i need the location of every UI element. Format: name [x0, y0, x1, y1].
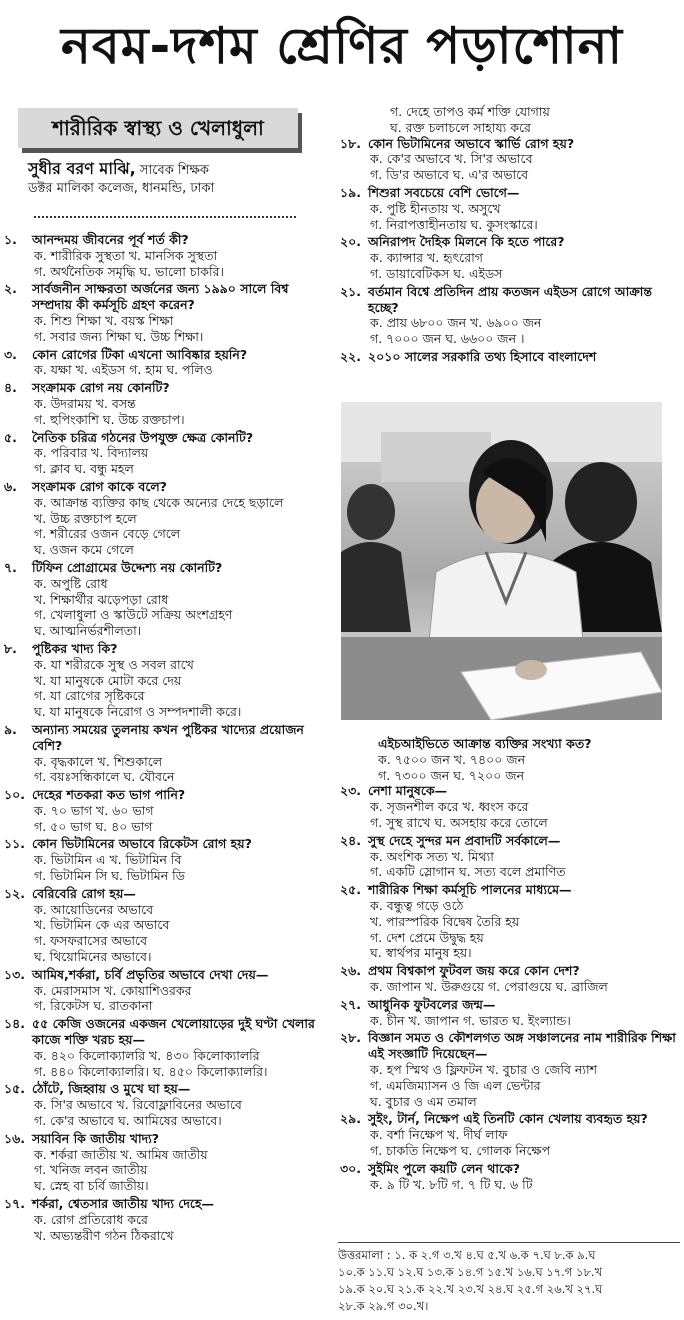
question-text: বিজ্ঞান সমত ও কৌশলগত অঙ্গ সঞ্চালনের নাম শারীরিক শিক্ষা এই সংজ্ঞাটি দিয়েছেন—: [368, 1030, 676, 1062]
question-item: [2, 722, 327, 785]
option: গ. এমজিম্যাসন ও জি এল ভেন্টার: [370, 1077, 541, 1093]
answer-line: ২৮.ক ২৯.গ ৩০.খ।: [338, 1299, 429, 1313]
question-number: ১২.: [4, 885, 25, 901]
option: খ. ভিটামিন কে এর অভাবে: [34, 917, 170, 933]
option: গ. ৪৪০ কিলোক্যালরি। ঘ. ৪৫০ কিলোক্যালরি।: [34, 1063, 268, 1079]
option: গ. দেশ প্রেমে উদ্বুদ্ধ হয়: [370, 929, 484, 945]
question-item: [338, 783, 678, 830]
question-item: [338, 882, 678, 961]
question-item: [2, 560, 327, 639]
option: গ. ফসফরাসের অভাবে: [34, 933, 148, 949]
option: ক. সি'র অভাবে খ. রিবোফ্লাবিনের অভাবে: [34, 1097, 242, 1113]
option: ক. সৃজনশীল করে খ. ধ্বংস করে: [370, 799, 529, 815]
question-number: ২৫.: [340, 882, 361, 898]
option: ক. ৪২০ কিলোক্যালরি খ. ৪৩০ কিলোক্যালরি: [34, 1047, 260, 1063]
option: ক. অংশিক সত্য খ. মিথ্যা: [370, 848, 494, 864]
option: গ. অর্থনৈতিক সমৃদ্ধি ঘ. ভালো চাকরি।: [34, 263, 224, 279]
option: ক. চীন খ. জাপান গ. ভারত ঘ. ইংল্যান্ড।: [370, 1012, 571, 1028]
option: ঘ. স্বার্থপর মানুষ হয়।: [370, 945, 472, 961]
question-item: [2, 1081, 327, 1128]
right-column-top: [338, 104, 678, 367]
option: ক. উদরাময় খ. বসন্ত: [34, 395, 136, 411]
page-title: নবম-দশম শ্রেণির পড়াশোনা: [61, 17, 623, 75]
question-text: শিশুরা সবচেয়ে বেশি ভোগে—: [368, 184, 520, 200]
question-number: ২৬.: [340, 963, 362, 979]
question-text: অনিরাপদ দৈহিক মিলনে কি হতে পারে?: [368, 234, 565, 250]
question-number: ৪.: [4, 380, 17, 396]
option: ক. শারীরিক সুস্থতা খ. মানসিক সুস্থতা: [34, 247, 218, 263]
question-item: [2, 1016, 327, 1079]
option: ক. ৭৫০০ জন খ. ৭৪০০ জন: [378, 751, 526, 767]
option: খ. অভ্যন্তরীণ গঠন ঠিকরাখে: [34, 1227, 174, 1243]
option: ঘ. স্নেহ বা চর্বি জাতীয়।: [34, 1178, 149, 1194]
question-number: ২৭.: [340, 996, 362, 1012]
question-text: শর্করা, শ্বেতসার জাতীয় খাদ্য দেহে—: [32, 1196, 215, 1212]
option: গ. যা রোগের সৃষ্টিকরে: [34, 688, 145, 704]
question-text: কোন ভিটামিনের অভাবে স্কার্ভি রোগ হয়?: [368, 135, 575, 151]
question-number: ১৮.: [340, 135, 361, 151]
question-item: [2, 836, 327, 883]
option: গ. ৫০ ভাগ ঘ. ৪০ ভাগ: [34, 818, 153, 834]
question-list: [338, 783, 678, 1192]
option: ক. পুষ্টি হীনতায় খ. অসুখে: [370, 200, 501, 216]
question-item: [338, 185, 678, 232]
section-title: শারীরিক স্বাস্থ্য ও খেলাধুলা: [52, 116, 264, 140]
author-institution: ডক্টর মালিকা কলেজ, ধানমন্ডি, ঢাকা: [28, 181, 215, 196]
option: গ. সবার জন্য শিক্ষা ঘ. উচ্চ শিক্ষা।: [34, 328, 204, 344]
question-number: ২৩.: [340, 783, 362, 799]
option: ক. শিশু শিক্ষা খ. বয়স্ক শিক্ষা: [34, 312, 174, 328]
question-list: [338, 136, 678, 365]
question-number: ১৩.: [4, 966, 25, 982]
answer-key: [338, 1242, 680, 1315]
option: গ. ৭০০০ জন ঘ. ৬৬০০ জন ।: [370, 331, 525, 347]
question-text: দেহের শতকরা কত ভাগ পানি?: [32, 787, 186, 803]
question-text: বর্তমান বিশ্বে প্রতিদিন প্রায় কতজন এইডস রোগে আক্রান্ত হচ্ছে?: [368, 283, 653, 315]
question-text: টিফিন প্রোগ্রামের উদ্দেশ্য নয় কোনটি?: [32, 559, 223, 575]
option: গ. ডায়াবেটিকস ঘ. এইডস: [370, 265, 503, 281]
option: ক. অপুষ্টি রোধ: [34, 575, 108, 591]
question-number: ২৪.: [340, 832, 361, 848]
option: গ. ৭৩০০ জন ঘ. ৭২০০ জন: [378, 767, 525, 783]
option: ক. বন্ধুত্ব গড়ে ওঠে: [370, 897, 464, 913]
answer-line: ১০.ক ১১.ঘ ১২.ঘ ১৩.ক ১৪.গ ১৫.খ ১৬.ঘ ১৭.গ ১৮.খ: [338, 1265, 603, 1279]
question-item: [338, 136, 678, 183]
question-text: সংক্রামক রোগ কাকে বলে?: [32, 478, 167, 494]
option: গ. বয়ঃসন্ধিকালে ঘ. যৌবনে: [34, 769, 175, 785]
option: খ. পারস্পরিক বিদ্বেষ তৈরি হয়: [370, 913, 520, 929]
question-number: ১৭.: [4, 1196, 25, 1212]
option: ক. ৯ টি খ. ৮টি গ. ৭ টি ঘ. ৬ টি: [370, 1176, 533, 1192]
question-number: ২২.: [340, 348, 362, 364]
question-item: [2, 281, 327, 344]
question-item: [338, 284, 678, 347]
option: গ. ভিটামিন সি ঘ. ভিটামিন ডি: [34, 868, 185, 884]
question-17-continuation: [338, 104, 678, 136]
option: খ. শিক্ষার্থীর ঝড়েপড়া রোধ: [34, 591, 169, 607]
question-number: ১৪.: [4, 1016, 25, 1032]
answer-line: উত্তরমালা : ১. ক ২.গ ৩.খ ৪.ঘ ৫.খ ৬.ক ৭.ঘ ৮.ক ৯.ঘ: [338, 1248, 596, 1262]
question-text: নৈতিক চরিত্র গঠনের উপযুক্ত ক্ষেত্র কোনটি?: [32, 429, 254, 445]
option: ক. যা শরীরকে সুস্থ ও সবল রাখে: [34, 656, 194, 672]
question-number: ১৬.: [4, 1130, 25, 1146]
question-text: পুষ্টিকর খাদ্য কি?: [32, 640, 118, 656]
question-text: সংক্রামক রোগ নয় কোনটি?: [32, 380, 170, 396]
section-banner: [18, 108, 298, 148]
dotted-divider: [34, 216, 296, 218]
option: ঘ. থিয়োমিনের অভাবে।: [34, 949, 152, 965]
question-number: ১৫.: [4, 1081, 25, 1097]
question-text: ৫৫ কেজি ওজনের একজন খেলোয়াড়ের দুই ঘণ্টা খেলার কাজে শক্তি খরচ হয়—: [32, 1016, 315, 1048]
question-item: [2, 967, 327, 1014]
question-text: ২০১০ সালের সরকারি তথ্য হিসাবে বাংলাদেশ: [368, 348, 597, 364]
question-item: [338, 234, 678, 281]
question-text: সুস্থ দেহে সুন্দর মন প্রবাদটি সর্বকালে—: [368, 832, 561, 848]
option: গ. দেহে তাপও কর্ম শক্তি যোগায়: [390, 104, 550, 119]
question-text: কোন রোগের টিকা এখনো আবিষ্কার হয়নি?: [32, 346, 248, 362]
option: ঘ. ওজন কমে গেলে: [34, 542, 134, 558]
option: ক. জাপান খ. উরুগুয়ে গ. পেরাগুয়ে ঘ. ব্রাজিল: [370, 978, 608, 994]
option: ক. ৭০ ভাগ খ. ৬০ ভাগ: [34, 802, 154, 818]
author-role: সাবেক শিক্ষক: [139, 163, 209, 178]
question-item: [338, 1161, 678, 1193]
option: খ. উচ্চ রক্তচাপ হলে: [34, 510, 137, 526]
option: ক. ক্যান্সার খ. হৃৎরোগ: [370, 250, 483, 266]
option: ক. ভিটামিন এ খ. ভিটামিন বি: [34, 852, 182, 868]
option: ক. কে'র অভাবে খ. সি'র অভাবে: [370, 151, 533, 167]
question-number: ৯.: [4, 721, 17, 737]
option: গ. কে'র অভাবে ঘ. আমিষের অভাবে।: [34, 1113, 222, 1129]
option: ক. বৃদ্ধকালে খ. শিশুকালে: [34, 753, 163, 769]
question-text: সুইমিং পুলে কয়টি লেন থাকে?: [368, 1160, 520, 1176]
question-number: ১.: [4, 232, 17, 247]
option: গ. রিকেটস ঘ. রাতকানা: [34, 998, 153, 1014]
left-column: [2, 232, 327, 1245]
question-text: বেরিবেরি রোগ হয়—: [32, 885, 136, 901]
question-item: [338, 833, 678, 880]
option: গ. সুস্থ রাখে ঘ. অসহায় করে তোলে: [370, 814, 548, 830]
question-text: সয়াবিন কি জাতীয় খাদ্য?: [32, 1130, 160, 1146]
option: গ. ডি'র অভাবে ঘ. এ'র অভাবে: [370, 167, 529, 183]
question-item: [2, 232, 327, 279]
question-item: [2, 1196, 327, 1243]
answer-line: ১৯.ক ২০.ঘ ২১.ক ২২.খ ২৩.খ ২৪.ঘ ২৫.গ ২৬.খ ২৭.ঘ: [338, 1282, 603, 1296]
option: গ. একটি স্লোগান ঘ. সত্য বলে প্রমাণিত: [370, 864, 566, 880]
question-text: আনন্দময় জীবনের পূর্ব শর্ত কী?: [32, 232, 189, 247]
photo-illustration: [341, 402, 662, 720]
question-number: ৬.: [4, 478, 17, 494]
question-number: ২০.: [340, 234, 362, 250]
question-text: কোন ভিটামিনের অভাবে রিকেটস রোগ হয়?: [32, 836, 252, 852]
question-item: [338, 997, 678, 1029]
question-number: ৫.: [4, 429, 17, 445]
question-number: ১১.: [4, 836, 25, 852]
question-item: [2, 1131, 327, 1194]
question-number: ৩.: [4, 346, 17, 362]
question-text: সার্বজনীন সাক্ষরতা অর্জনের জন্য ১৯৯০ সালে বিশ্ব সম্প্রদায় কী কর্মসূচি গ্রহণ করেন?: [32, 281, 289, 313]
option: ক. বর্শা নিক্ষেপ খ. দীর্ঘ লাফ: [370, 1127, 508, 1143]
question-item: [2, 641, 327, 720]
option: ক. যক্ষা খ. এইডস গ. হাম ঘ. পলিও: [34, 362, 213, 378]
author-name: সুধীর বরণ মাঝি,: [28, 159, 136, 178]
question-item: [2, 380, 327, 427]
option: খ. যা মানুষকে মোটা করে দেয়: [34, 672, 182, 688]
option: গ. শরীরের ওজন বেড়ে গেলে: [34, 526, 181, 542]
option: গ. খনিজ লবন জাতীয়: [34, 1162, 148, 1178]
question-item: [2, 787, 327, 834]
option: গ. খেলাধুলা ও স্কাউটে সক্রিয় অংশগ্রহণ: [34, 607, 233, 623]
question-item: [338, 963, 678, 995]
option: ক. প্রায় ৬৮০০ জন খ. ৬৯০০ জন: [370, 315, 542, 331]
option: গ. ক্লাব ঘ. বন্ধু মহল: [34, 461, 134, 477]
right-column-bottom: [338, 736, 678, 1194]
option: ক. হপ স্মিথ ও ফ্লিফটন খ. বুচার ও জেবি ন্যাশ: [370, 1061, 598, 1077]
option: ক. শর্করা জাতীয় খ. আমিষ জাতীয়: [34, 1146, 208, 1162]
option: গ. নিরাপত্তাহীনতায় ঘ. কুসংস্কারে।: [370, 216, 538, 232]
option: ক. পরিবার খ. বিদ্যালয়: [34, 445, 149, 461]
question-text: সুইং, টার্ন, নিক্ষেপ এই তিনটি কোন খেলায় ব্যবহৃত হয়?: [368, 1111, 648, 1127]
question-item: [2, 347, 327, 379]
option: গ. হুপিংকাশি ঘ. উচ্চ রক্তচাপ।: [34, 411, 185, 427]
option: ক. রোগ প্রতিরোধ করে: [34, 1211, 148, 1227]
option: ঘ. যা মানুষকে নিরোগ ও সম্পদশালী করে।: [34, 704, 242, 720]
option: ক. মেরাসমাস খ. কোয়াশিওরকর: [34, 982, 192, 998]
question-text: আধুনিক ফুটবলের জন্ম—: [368, 996, 496, 1012]
question-item: [338, 1030, 678, 1109]
option: ঘ. বুচার ও এম তমাল: [370, 1093, 477, 1109]
question-item: [2, 479, 327, 558]
question-number: ২১.: [340, 283, 361, 299]
question-number: ৩০.: [340, 1160, 362, 1176]
question-22-continuation: [338, 736, 678, 783]
question-number: ১০.: [4, 787, 25, 803]
question-number: ৮.: [4, 640, 17, 656]
question-text: প্রথম বিশ্বকাপ ফুটবল জয় করে কোন দেশ?: [368, 963, 580, 979]
question-text: শারীরিক শিক্ষা কর্মসূচি পালনের মাধ্যমে—: [368, 882, 572, 898]
question-number: ২.: [4, 281, 17, 297]
question-text: নেশা মানুষকে—: [368, 783, 448, 799]
question-number: ২৯.: [340, 1111, 361, 1127]
option: ক. আয়োডিনের অভাবে: [34, 901, 154, 917]
question-number: ২৮.: [340, 1030, 361, 1046]
question-text: এইচআইভিতে আক্রান্ত ব্যক্তির সংখ্যা কত?: [378, 736, 592, 751]
question-text: অন্যান্য সময়ের তুলনায় কখন পুষ্টিকর খাদ্যের প্রয়োজন বেশি?: [32, 721, 304, 753]
question-number: ১৯.: [340, 184, 361, 200]
question-item: [2, 430, 327, 477]
students-exam-photo: [341, 402, 662, 720]
option: ক. আক্রান্ত ব্যক্তির কাছ থেকে অন্যের দেহে ছড়ালে: [34, 494, 284, 510]
question-item: [338, 349, 678, 365]
question-text: ঠোঁটে, জিহ্বায় ও মুখে ঘা হয়—: [32, 1081, 191, 1097]
question-text: আমিষ,শর্করা, চর্বি প্রভৃতির অভাবে দেখা দেয়—: [32, 966, 269, 982]
question-item: [338, 1111, 678, 1158]
question-item: [2, 886, 327, 965]
option: গ. চাকতি নিক্ষেপ ঘ. গোলক নিক্ষেপ: [370, 1142, 551, 1158]
question-number: ৭.: [4, 559, 17, 575]
option: ঘ. আত্মনির্ভরশীলতা।: [34, 623, 142, 639]
author-block: [28, 160, 313, 198]
option: ঘ. রক্ত চলাচলে সাহায্য করে: [390, 119, 531, 135]
